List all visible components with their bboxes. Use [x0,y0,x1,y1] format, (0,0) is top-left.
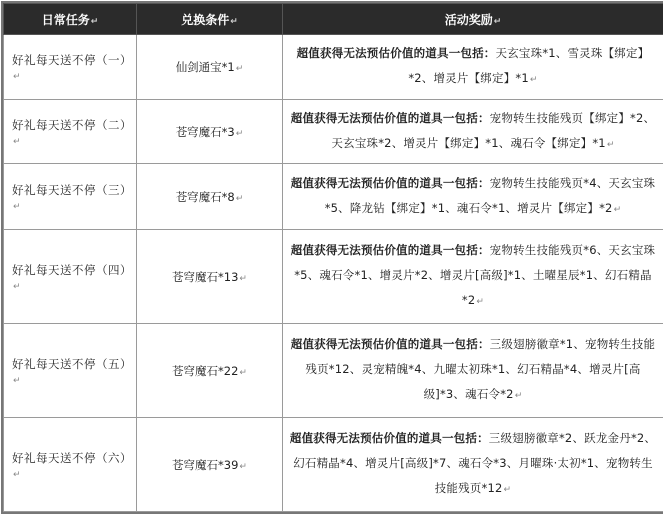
table-row [4,100,663,164]
table-row [4,164,663,230]
task-cell: 好礼每天送不停（三）↵ [4,164,137,230]
reward-cell: 超值获得无法预估价值的道具一包括：三级翅膀徽章*1、宠物转生技能残页*12、灵宠精魄*4、九曜太初珠*1、幻石精晶*4、增灵片[高级]*3、魂石令*2↵ [283,324,663,418]
task-cell: 好礼每天送不停（一）↵ [4,35,137,100]
reward-table-container [1,1,663,514]
reward-cell: 超值获得无法预估价值的道具一包括：天玄宝珠*1、雪灵珠【绑定】*2、增灵片【绑定】*1↵ [283,35,663,100]
header-activity-reward: 活动奖励↵ [283,4,663,35]
table-header-row [4,4,663,35]
task-cell: 好礼每天送不停（二）↵ [4,100,137,164]
table-row [4,35,663,100]
table-row [4,230,663,324]
condition-cell: 苍穹魔石*8↵ [137,164,283,230]
reward-cell: 超值获得无法预估价值的道具一包括：宠物转生技能残页*4、天玄宝珠*5、降龙钻【绑定】*1、魂石令*1、增灵片【绑定】*2↵ [283,164,663,230]
reward-cell: 超值获得无法预估价值的道具一包括：宠物转生技能残页【绑定】*2、天玄宝珠*2、增灵片【绑定】*1、魂石令【绑定】*1↵ [283,100,663,164]
condition-cell: 苍穹魔石*22↵ [137,324,283,418]
table-row [4,418,663,512]
condition-cell: 仙剑通宝*1↵ [137,35,283,100]
header-daily-task: 日常任务↵ [4,4,137,35]
reward-cell: 超值获得无法预估价值的道具一包括：宠物转生技能残页*6、天玄宝珠*5、魂石令*1、增灵片*2、增灵片[高级]*1、土曜星辰*1、幻石精晶*2↵ [283,230,663,324]
task-cell: 好礼每天送不停（六）↵ [4,418,137,512]
reward-table [3,3,663,512]
task-cell: 好礼每天送不停（四）↵ [4,230,137,324]
header-exchange-condition: 兑换条件↵ [137,4,283,35]
condition-cell: 苍穹魔石*3↵ [137,100,283,164]
task-cell: 好礼每天送不停（五）↵ [4,324,137,418]
reward-cell: 超值获得无法预估价值的道具一包括：三级翅膀徽章*2、跃龙金丹*2、幻石精晶*4、增灵片[高级]*7、魂石令*3、月曜珠·太初*1、宠物转生技能残页*12↵ [283,418,663,512]
condition-cell: 苍穹魔石*13↵ [137,230,283,324]
table-row [4,324,663,418]
condition-cell: 苍穹魔石*39↵ [137,418,283,512]
